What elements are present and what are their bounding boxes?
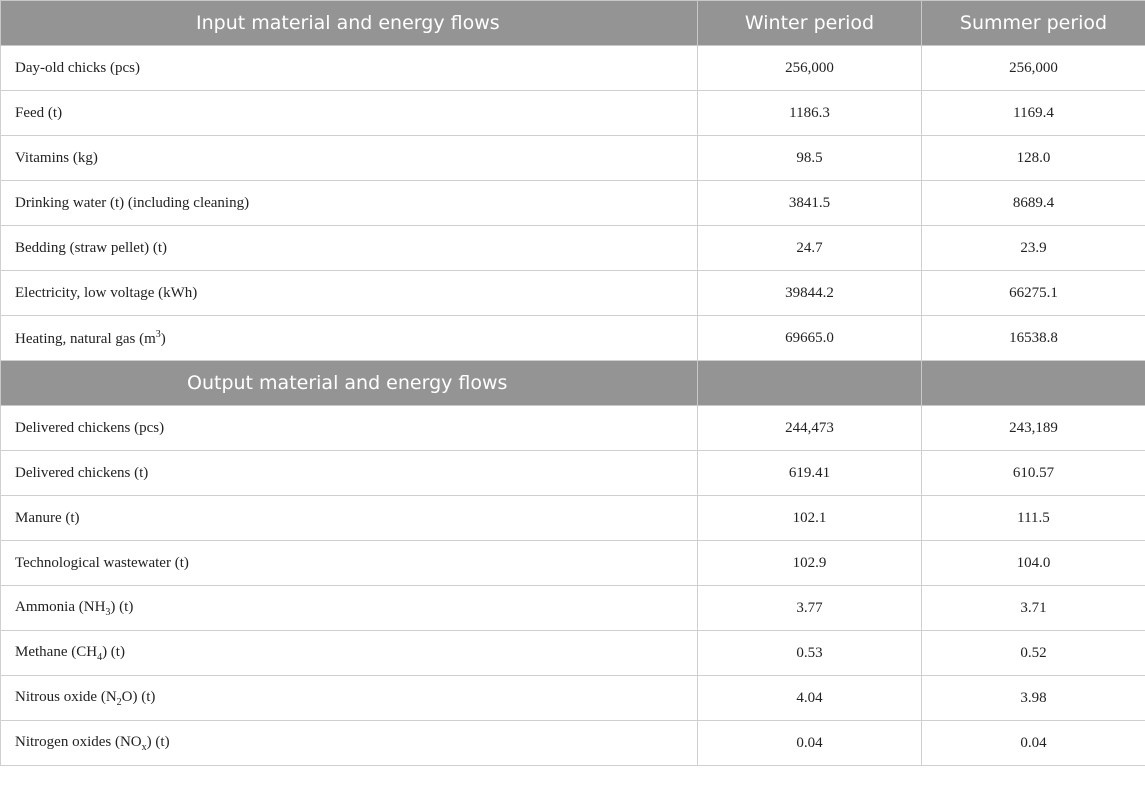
input-section-header-row xyxy=(1,1,1145,46)
table-row xyxy=(1,46,1145,91)
label-subscript: 3 xyxy=(105,606,111,618)
summer-value: 256,000 xyxy=(922,46,1145,91)
label-text: ) xyxy=(160,330,166,347)
summer-value: 66275.1 xyxy=(922,271,1145,316)
label-text: O) (t) xyxy=(121,688,156,705)
summer-value: 0.52 xyxy=(922,631,1145,676)
label-subscript: x xyxy=(141,741,147,753)
label-text: Methane (CH xyxy=(15,643,98,660)
winter-value: 0.04 xyxy=(698,721,922,766)
label-superscript: 3 xyxy=(155,328,161,340)
label-text: Nitrogen oxides (NO xyxy=(15,733,142,750)
summer-value: 610.57 xyxy=(922,451,1145,496)
row-label: Feed (t) xyxy=(1,91,698,136)
summer-value: 243,189 xyxy=(922,406,1145,451)
winter-value: 102.1 xyxy=(698,496,922,541)
row-label: Day-old chicks (pcs) xyxy=(1,46,698,91)
table-row xyxy=(1,541,1145,586)
row-label: Drinking water (t) (including cleaning) xyxy=(1,181,698,226)
summer-value: 16538.8 xyxy=(922,316,1145,361)
summer-value: 23.9 xyxy=(922,226,1145,271)
summer-value: 8689.4 xyxy=(922,181,1145,226)
winter-value: 1186.3 xyxy=(698,91,922,136)
winter-column-header: Winter period xyxy=(698,1,922,46)
empty-header-cell xyxy=(922,361,1145,406)
row-label xyxy=(1,586,698,631)
row-label: Bedding (straw pellet) (t) xyxy=(1,226,698,271)
empty-header-cell xyxy=(698,361,922,406)
winter-value: 102.9 xyxy=(698,541,922,586)
table-row xyxy=(1,316,1145,361)
row-label: Delivered chickens (t) xyxy=(1,451,698,496)
winter-value: 619.41 xyxy=(698,451,922,496)
table-row xyxy=(1,91,1145,136)
label-text: ) (t) xyxy=(102,643,125,660)
table-row xyxy=(1,676,1145,721)
table-row xyxy=(1,271,1145,316)
label-text: Nitrous oxide (N xyxy=(15,688,117,705)
winter-value: 0.53 xyxy=(698,631,922,676)
summer-value: 111.5 xyxy=(922,496,1145,541)
summer-column-header: Summer period xyxy=(922,1,1145,46)
summer-value: 3.71 xyxy=(922,586,1145,631)
table-row xyxy=(1,136,1145,181)
row-label xyxy=(1,721,698,766)
table-row xyxy=(1,181,1145,226)
row-label: Vitamins (kg) xyxy=(1,136,698,181)
row-label: Manure (t) xyxy=(1,496,698,541)
row-label: Delivered chickens (pcs) xyxy=(1,406,698,451)
label-text: ) (t) xyxy=(110,598,134,615)
summer-value: 3.98 xyxy=(922,676,1145,721)
row-label: Technological wastewater (t) xyxy=(1,541,698,586)
output-section-header-row xyxy=(1,361,1145,406)
label-subscript: 2 xyxy=(116,696,122,708)
winter-value: 69665.0 xyxy=(698,316,922,361)
winter-value: 98.5 xyxy=(698,136,922,181)
label-text: Ammonia (NH xyxy=(15,598,106,615)
summer-value: 0.04 xyxy=(922,721,1145,766)
row-label xyxy=(1,631,698,676)
input-section-header: Input material and energy flows xyxy=(1,1,698,46)
winter-value: 3841.5 xyxy=(698,181,922,226)
table-row xyxy=(1,226,1145,271)
table-row xyxy=(1,496,1145,541)
table-row xyxy=(1,586,1145,631)
table-row xyxy=(1,721,1145,766)
table-row xyxy=(1,631,1145,676)
winter-value: 4.04 xyxy=(698,676,922,721)
summer-value: 104.0 xyxy=(922,541,1145,586)
table-row xyxy=(1,451,1145,496)
winter-value: 256,000 xyxy=(698,46,922,91)
row-label xyxy=(1,316,698,361)
table-row xyxy=(1,406,1145,451)
winter-value: 3.77 xyxy=(698,586,922,631)
winter-value: 24.7 xyxy=(698,226,922,271)
winter-value: 39844.2 xyxy=(698,271,922,316)
summer-value: 1169.4 xyxy=(922,91,1145,136)
row-label: Electricity, low voltage (kWh) xyxy=(1,271,698,316)
row-label xyxy=(1,676,698,721)
summer-value: 128.0 xyxy=(922,136,1145,181)
label-subscript: 4 xyxy=(97,651,103,663)
output-section-header: Output material and energy flows xyxy=(1,361,698,406)
label-text: ) (t) xyxy=(146,733,170,750)
label-text: Heating, natural gas (m xyxy=(15,330,156,347)
winter-value: 244,473 xyxy=(698,406,922,451)
